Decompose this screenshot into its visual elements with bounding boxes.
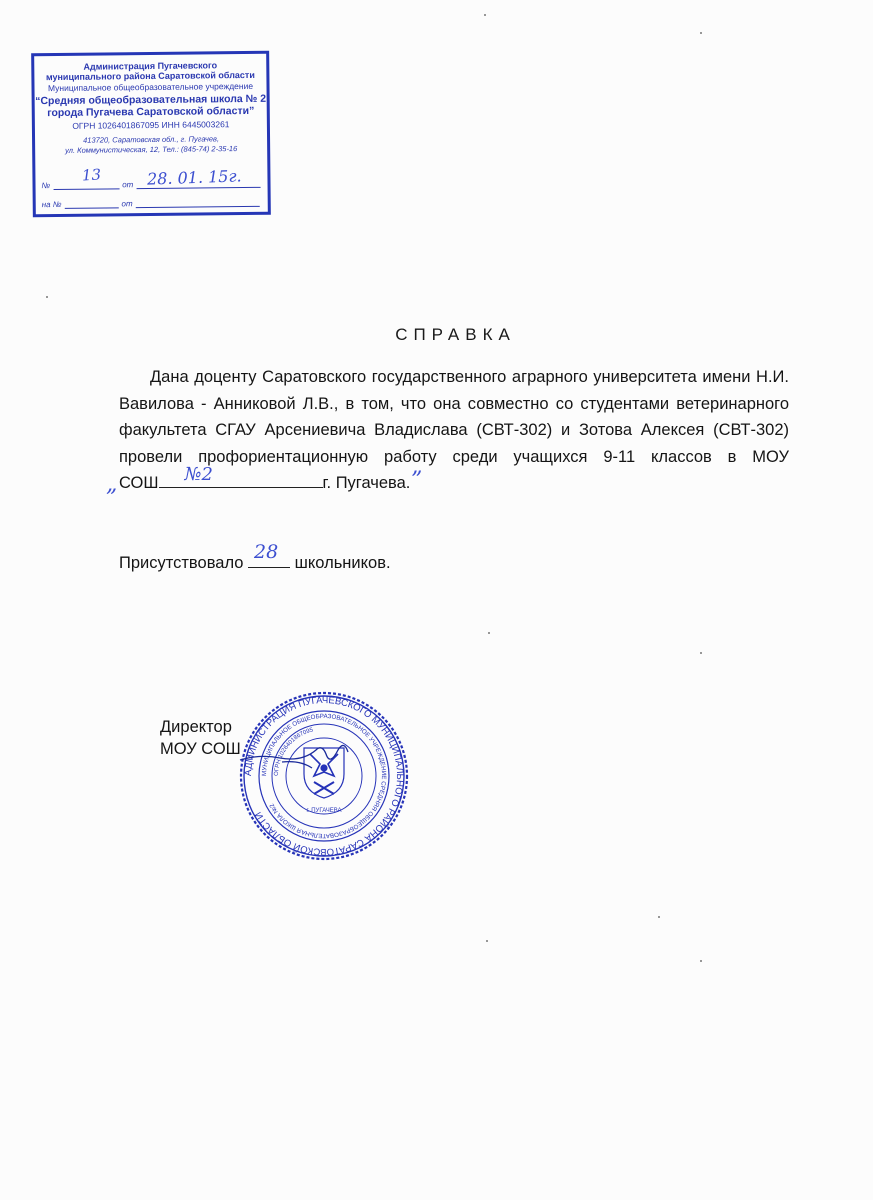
stamp-line-3: Муниципальное общеобразовательное учреждение [47, 80, 254, 94]
handwritten-number: 13 [81, 165, 102, 185]
scan-speck [486, 940, 488, 942]
stamp-reply-date-line [136, 194, 260, 208]
school-prefix: СОШ [119, 474, 159, 492]
stamp-school-name-1: “Средняя общеобразовательная школа № 2 [35, 92, 267, 108]
body-line-3: факультета СГАУ Арсениевича Владислава (СВТ-302) и Зотова Алексея (СВТ-302) [119, 421, 789, 439]
handwritten-attendance-count: 28 [254, 541, 279, 563]
stamp-from-label: от [122, 180, 134, 190]
attendance-line [119, 541, 391, 573]
school-suffix: г. Пугачева. [322, 474, 411, 492]
document-title: СПРАВКА [395, 325, 516, 344]
stamp-reply-label: на № [41, 199, 62, 210]
body-line-4: провели профориентационную работу среди учащихся 9-11 классов в МОУ [119, 447, 789, 466]
handwritten-date: 28. 01. 15г. [146, 166, 242, 189]
director-title: Директор [160, 718, 232, 736]
scan-speck [700, 652, 702, 654]
coat-of-arms-icon [304, 748, 344, 798]
school-round-seal [238, 690, 410, 862]
stamp-address-2: ул. Коммунистическая, 12, Тел.: (845-74) 2-35-16 [65, 144, 238, 155]
stamp-reply-number-line [64, 195, 118, 209]
handwritten-school-number: №2 [184, 464, 214, 485]
body-line-5 [119, 464, 789, 497]
stamp-line-1: Администрация Пугачевского [83, 60, 218, 72]
registration-stamp [31, 51, 271, 217]
stamp-line-2: муниципального района Саратовской области [45, 69, 255, 83]
scan-speck [700, 32, 702, 34]
scan-speck [658, 916, 660, 918]
attendance-label: Присутствовало [119, 554, 249, 572]
seal-ogrn-text: ОГРН 1026401867095 [273, 727, 314, 777]
certificate-body [119, 364, 789, 497]
school-number-blank [159, 464, 323, 488]
body-line-1: Дана доценту Саратовского государственного аграрного университета имени Н.И. [150, 368, 789, 386]
stamp-ogrn-inn: ОГРН 1026401867095 ИНН 6445003261 [72, 119, 230, 131]
seal-center-text: г. ПУГАЧЕВА [306, 808, 342, 814]
attendance-count-blank [248, 541, 290, 568]
stamp-no-label: № [41, 181, 51, 191]
scan-speck [488, 632, 490, 634]
stamp-address-1: 413720, Саратовская обл., г. Пугачев, [83, 134, 220, 145]
body-line-2: Вавилова - Анниковой Л.В., в том, что она совместно со студентами ветеринарного [119, 394, 789, 413]
handwritten-close-quote: ” [411, 468, 423, 493]
director-signature-block [160, 716, 241, 760]
attendance-suffix: школьников. [290, 554, 391, 572]
stamp-school-name-2: города Пугачева Саратовской области” [47, 104, 255, 120]
seal-outer-text: АДМИНИСТРАЦИЯ ПУГАЧЕВСКОГО МУНИЦИПАЛЬНОГО РАЙОНА САРАТОВСКОЙ ОБЛАСТИ [242, 694, 406, 858]
scan-speck [46, 296, 48, 298]
stamp-reply-from-label: от [121, 199, 133, 209]
director-school: МОУ СОШ [160, 740, 241, 758]
seal-inner-text: МУНИЦИПАЛЬНОЕ ОБЩЕОБРАЗОВАТЕЛЬНОЕ УЧРЕЖДЕНИЕ СРЕДНЯЯ ОБЩЕОБРАЗОВАТЕЛЬНАЯ ШКОЛА №2 [260, 712, 388, 840]
scan-speck [700, 960, 702, 962]
scan-speck [484, 14, 486, 16]
stamp-reply-row [42, 193, 263, 209]
handwritten-open-quote: „ [106, 472, 118, 497]
